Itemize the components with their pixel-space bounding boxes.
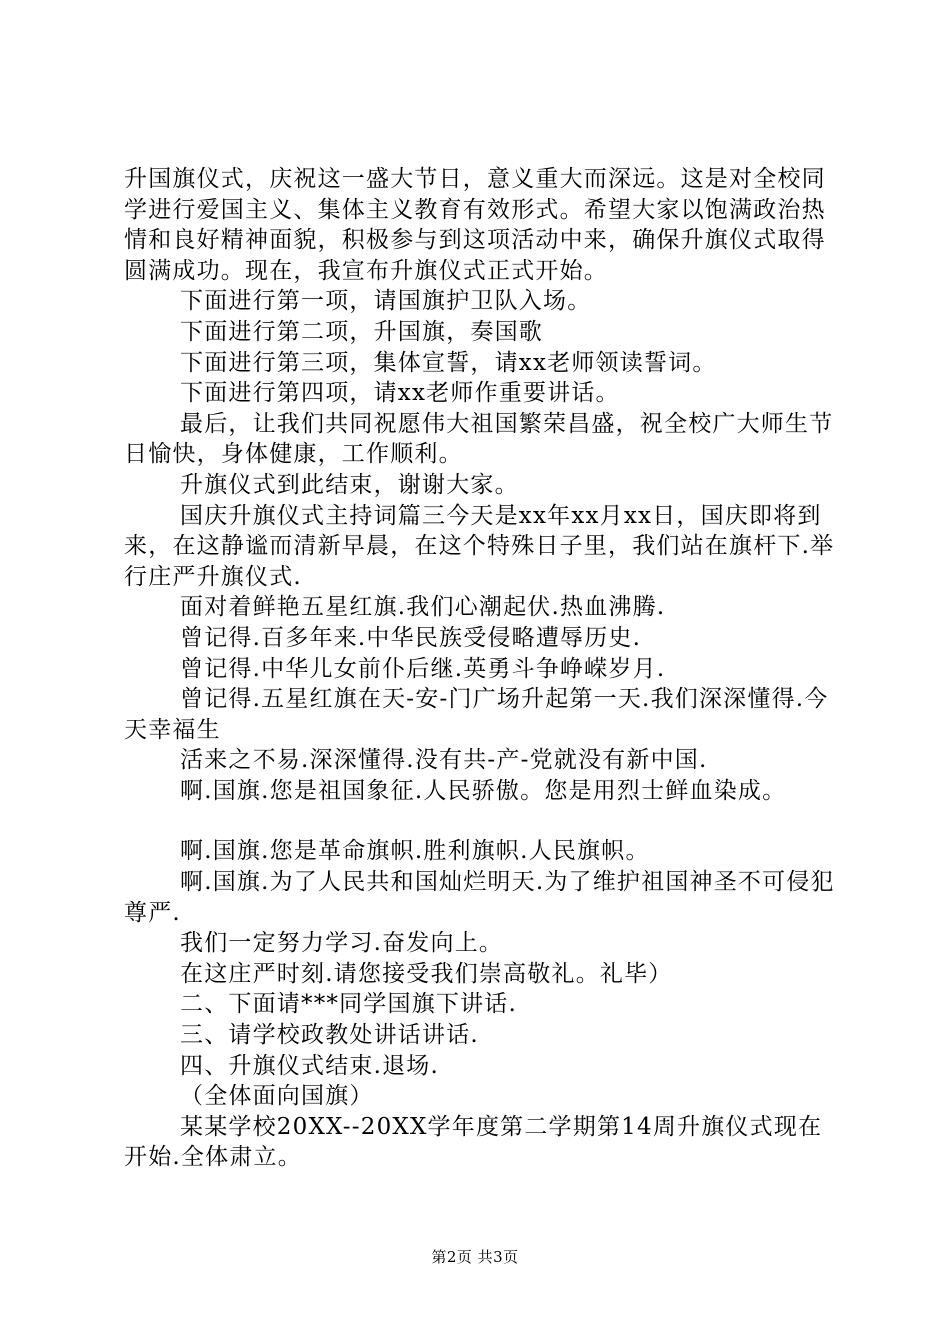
paragraph: （全体面向国旗） [180,1083,374,1110]
paragraph: 下面进行第一项，请国旗护卫队入场。 [180,288,592,315]
paragraph: 某某学校20XX--20XX学年度第二学期第14周升旗仪式现在开始.全体肃立。 [124,1113,823,1171]
paragraph: 国庆升旗仪式主持词篇三今天是xx年xx月xx日，国庆即将到来，在这静谧而清新早晨，在这个特殊日子里，我们站在旗杆下.举行庄严升旗仪式. [124,502,835,590]
paragraph: 最后，让我们共同祝愿伟大祖国繁荣昌盛，祝全校广大师生节日愉快，身体健康，工作顺利。 [124,410,834,468]
paragraph: 二、下面请***同学国旗下讲话. [180,991,518,1018]
blank-line [124,806,844,836]
paragraph: 啊.国旗.您是革命旗帜.胜利旗帜.人民旗帜。 [180,838,650,865]
paragraph: 啊.国旗.为了人民共和国灿烂明天.为了维护祖国神圣不可侵犯尊严. [124,869,835,926]
document-body [124,164,844,1173]
paragraph: 曾记得.中华儿女前仆后继.英勇斗争峥嵘岁月. [180,655,666,682]
paragraph: 在这庄严时刻.请您接受我们崇高敬礼。礼毕） [180,960,673,987]
paragraph: 三、请学校政教处讲话讲话. [180,1022,479,1049]
paragraph: 啊.国旗.您是祖国象征.人民骄傲。您是用烈士鲜血染成。 [180,777,787,804]
paragraph: 升国旗仪式，庆祝这一盛大节日，意义重大而深远。这是对全校同学进行爱国主义、集体主义教育有效形式。希望大家以饱满政治热情和良好精神面貌，积极参与到这项活动中来，确保升旗仪式取得圆满成功。现在，我宣布升旗仪式正式开始。 [124,166,826,284]
paragraph: 下面进行第二项，升国旗，奏国歌 [180,318,543,345]
paragraph: 我们一定努力学习.奋发向上。 [180,930,504,957]
paragraph: 升旗仪式到此结束，谢谢大家。 [180,471,519,498]
page-footer: 第2页 共3页 [431,1248,519,1266]
paragraph: 活来之不易.深深懂得.没有共-产-党就没有新中国. [180,747,708,774]
paragraph: 曾记得.百多年来.中华民族受侵略遭辱历史. [180,624,642,651]
paragraph: 四、升旗仪式结束.退场. [180,1052,440,1079]
paragraph: 下面进行第三项，集体宣誓，请xx老师领读誓词。 [180,349,717,376]
paragraph: 面对着鲜艳五星红旗.我们心潮起伏.热血沸腾. [180,594,666,621]
paragraph: 下面进行第四项，请xx老师作重要讲话。 [180,380,620,407]
paragraph: 曾记得.五星红旗在天-安-门广场升起第一天.我们深深懂得.今天幸福生 [124,686,829,743]
